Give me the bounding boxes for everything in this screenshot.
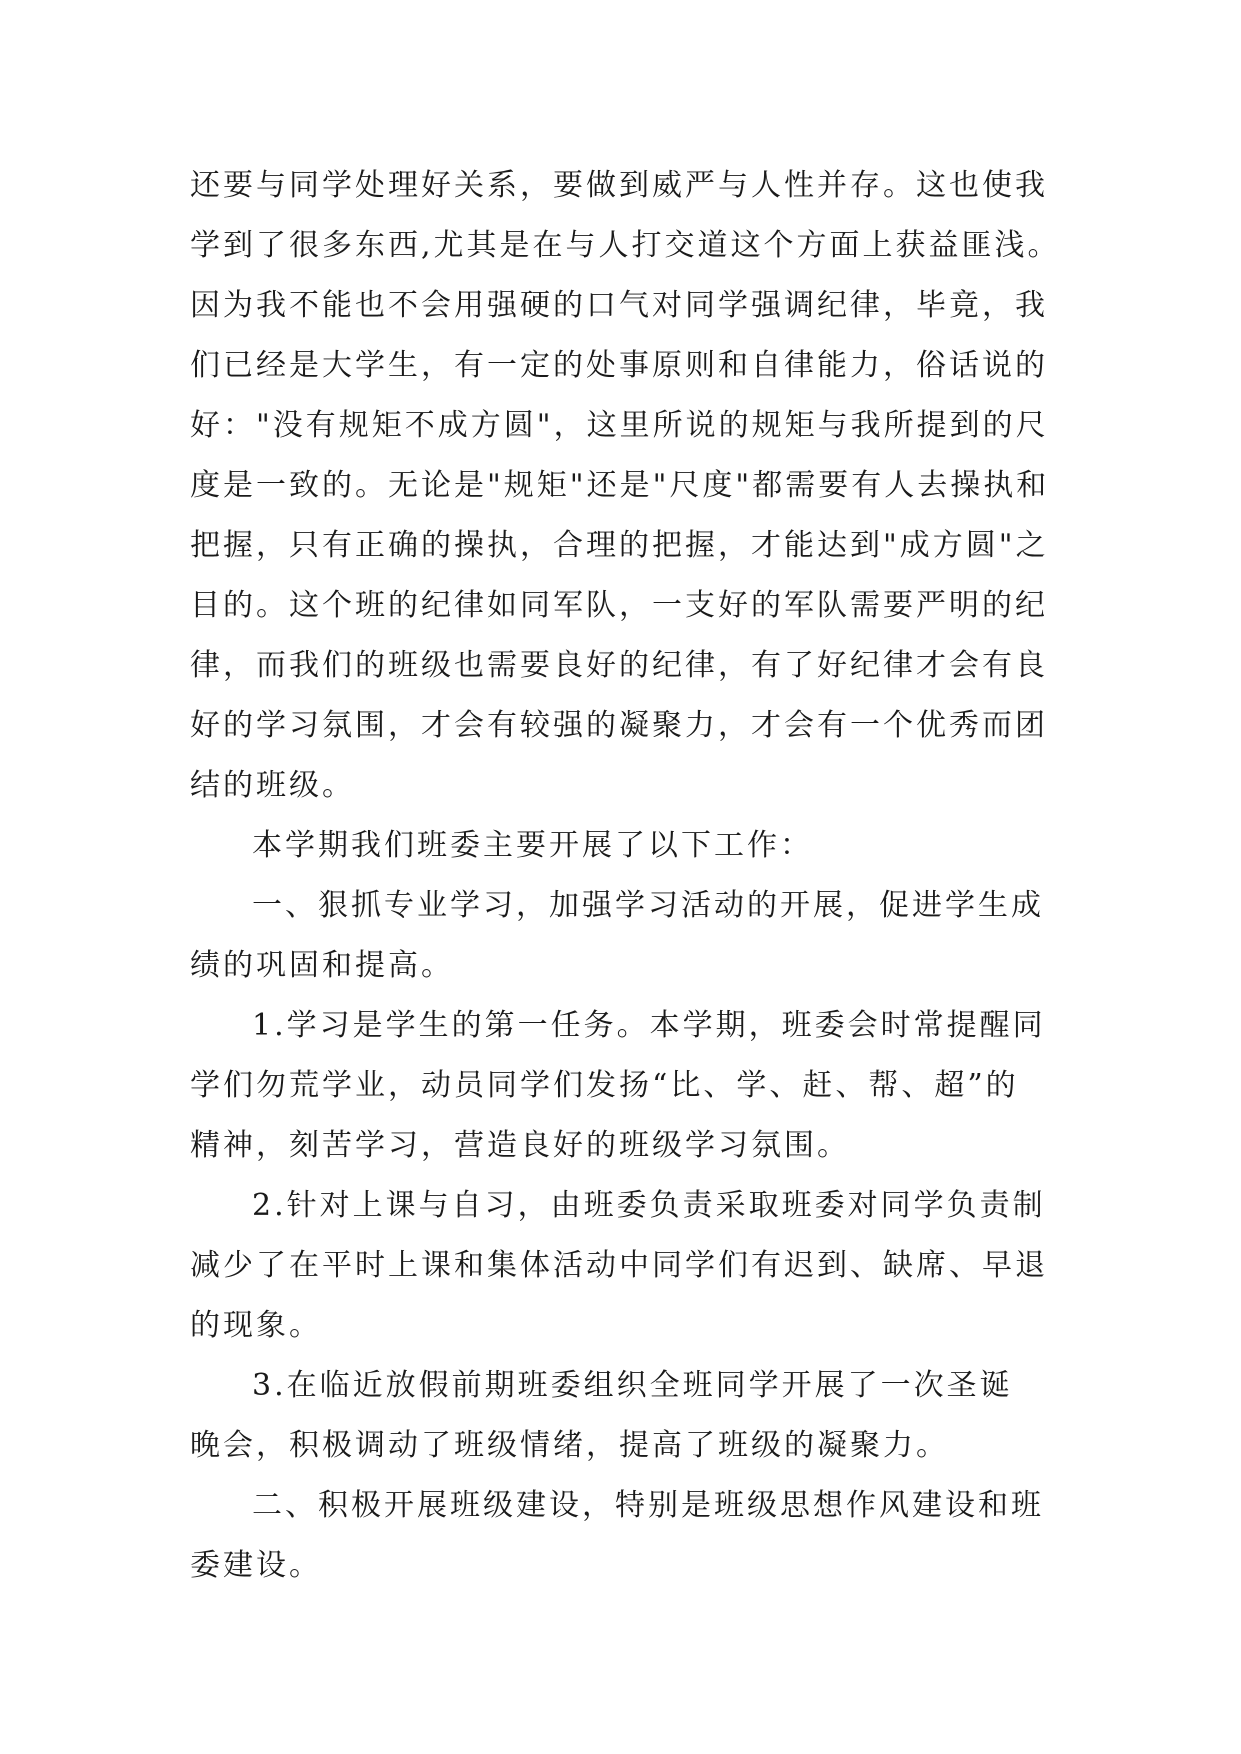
- text-line: 的现象。: [190, 1308, 322, 1343]
- text-line: 因为我不能也不会用强硬的口气对同学强调纪律，毕竟，我: [190, 288, 1048, 323]
- list-item-line: 3.在临近放假前期班委组织全班同学开展了一次圣诞: [252, 1368, 1013, 1403]
- list-item-line: 1.学习是学生的第一任务。本学期，班委会时常提醒同: [252, 1008, 1046, 1043]
- section-heading-line: 一、狠抓专业学习，加强学习活动的开展，促进学生成: [252, 888, 1044, 923]
- text-line: 好："没有规矩不成方圆"，这里所说的规矩与我所提到的尺: [190, 408, 1049, 443]
- text-line: 律，而我们的班级也需要良好的纪律，有了好纪律才会有良: [190, 648, 1048, 683]
- text-line: 们已经是大学生，有一定的处事原则和自律能力，俗话说的: [190, 348, 1048, 383]
- text-line: 委建设。: [190, 1548, 322, 1583]
- text-line: 精神，刻苦学习，营造良好的班级学习氛围。: [190, 1128, 850, 1163]
- text-line: 目的。这个班的纪律如同军队，一支好的军队需要严明的纪: [190, 588, 1048, 623]
- text-line: 减少了在平时上课和集体活动中同学们有迟到、缺席、早退: [190, 1248, 1048, 1283]
- text-line: 把握，只有正确的操执，合理的把握，才能达到"成方圆"之: [190, 528, 1049, 563]
- list-item-line: 2.针对上课与自习，由班委负责采取班委对同学负责制: [252, 1188, 1046, 1223]
- text-line: 度是一致的。无论是"规矩"还是"尺度"都需要有人去操执和: [190, 468, 1050, 503]
- text-line: 还要与同学处理好关系，要做到威严与人性并存。这也使我: [190, 168, 1048, 203]
- text-line: 学们勿荒学业，动员同学们发扬“比、学、赶、帮、超”的: [190, 1068, 1019, 1103]
- text-line: 晚会，积极调动了班级情绪，提高了班级的凝聚力。: [190, 1428, 949, 1463]
- section-heading-line: 二、积极开展班级建设，特别是班级思想作风建设和班: [252, 1488, 1044, 1523]
- text-line: 结的班级。: [190, 768, 355, 803]
- text-line: 好的学习氛围，才会有较强的凝聚力，才会有一个优秀而团: [190, 708, 1048, 743]
- text-line: 绩的巩固和提高。: [190, 948, 454, 983]
- paragraph-start-line: 本学期我们班委主要开展了以下工作：: [252, 828, 813, 863]
- text-line: 学到了很多东西,尤其是在与人打交道这个方面上获益匪浅。: [190, 228, 1061, 263]
- body-text: [190, 156, 1070, 1596]
